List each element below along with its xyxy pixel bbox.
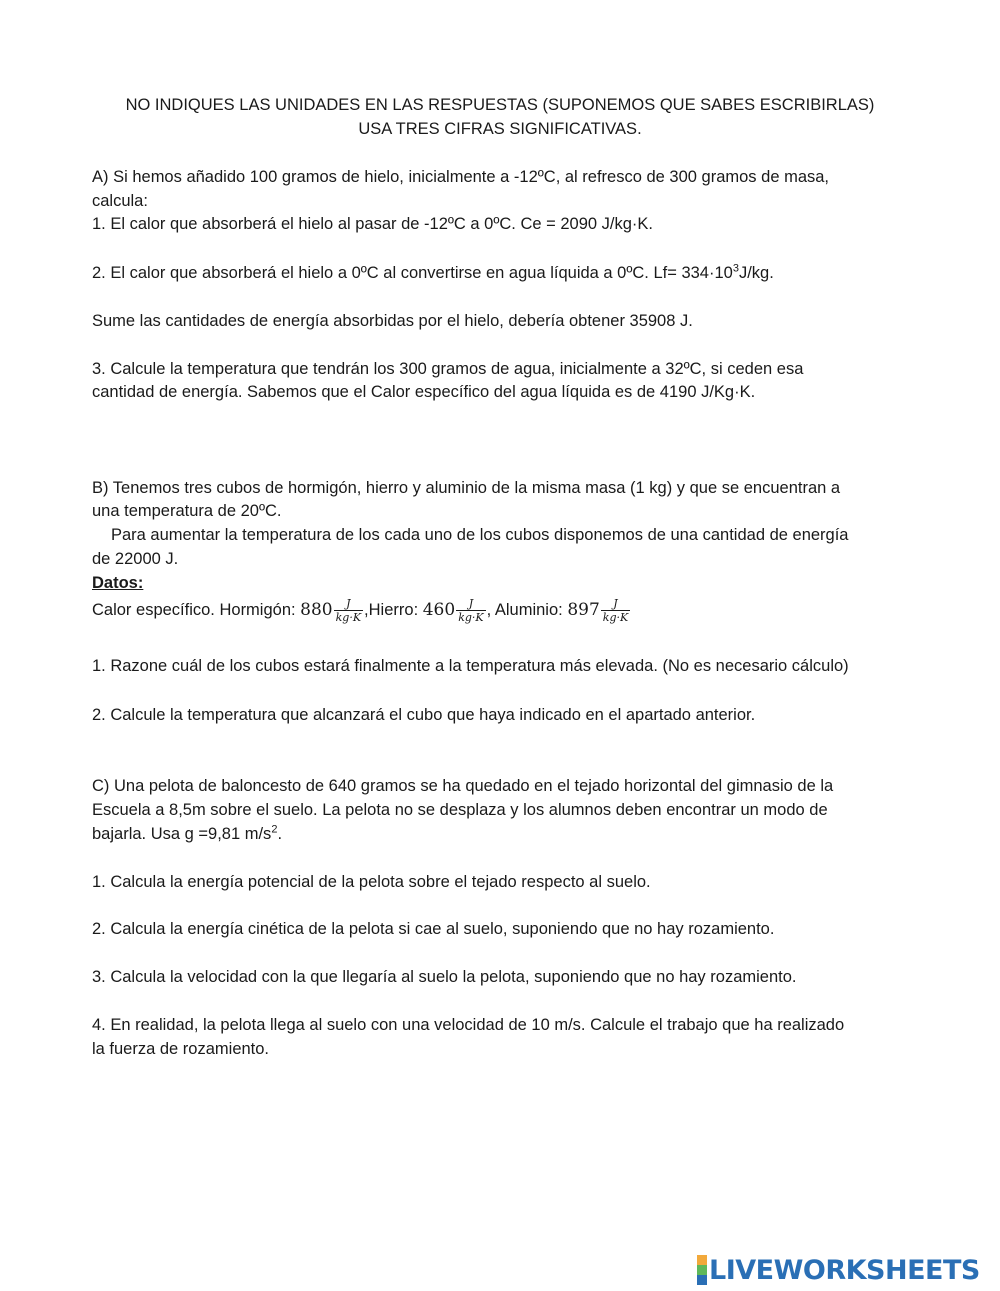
section-c-intro-1: C) Una pelota de baloncesto de 640 gramos se ha quedado en el tejado horizontal del gimnasio de la bbox=[92, 777, 834, 795]
section-c-intro-2: Escuela a 8,5m sobre el suelo. La pelota no se desplaza y los alumnos deben encontrar un modo de bbox=[92, 801, 828, 819]
section-c-question-4-line-1: 4. En realidad, la pelota llega al suelo con una velocidad de 10 m/s. Calcule el trabajo que ha realizado bbox=[92, 1016, 845, 1034]
aluminio-label: Aluminio: bbox=[494, 601, 568, 619]
hierro-label: Hierro: bbox=[368, 601, 423, 619]
section-c-question-1: 1. Calcula la energía potencial de la pelota sobre el tejado respecto al suelo. bbox=[92, 873, 651, 891]
unit-fraction: $\frac{J}{kg\cdot K}$ bbox=[602, 597, 629, 625]
section-c-intro-3: bajarla. Usa g =9,81 $m/s^2$. bbox=[92, 823, 283, 843]
hierro-value: 460 bbox=[422, 600, 456, 620]
hormigon-value: 880 bbox=[300, 600, 333, 620]
calor-label: Calor específico. Hormigón: bbox=[92, 601, 301, 619]
unit-fraction: $\frac{J}{kg\cdot K}$ bbox=[335, 597, 362, 625]
section-c-question-4-line-2: la fuerza de rozamiento. bbox=[92, 1040, 270, 1058]
specific-heat-data: Calor específico. Hormigón: 880 $\frac{J}{kg\cdot K}$ ,Hierro: 460 $\frac{J}{kg\cdot K}$ , Aluminio: 897 $\frac{J}{kg\cdot K}$ bbox=[92, 597, 629, 625]
section-b-intro-1: B) Tenemos tres cubos de hormigón, hierro y aluminio de la misma masa (1 kg) y que se encuentran a bbox=[92, 479, 841, 497]
section-b-question-1: 1. Razone cuál de los cubos estará finalmente a la temperatura más elevada. (No es necesario cálculo) bbox=[92, 657, 849, 675]
liveworksheets-logo bbox=[697, 1255, 980, 1285]
logo-text: LIVEWORKSHEETS bbox=[709, 1254, 980, 1286]
section-c-question-3: 3. Calcula la velocidad con la que llegaría al suelo la pelota, suponiendo que no hay rozamiento. bbox=[92, 968, 797, 986]
header-instruction-units: NO INDIQUES LAS UNIDADES EN LAS RESPUESTAS (SUPONEMOS QUE SABES ESCRIBIRLAS) bbox=[125, 96, 875, 114]
section-a-question-2 bbox=[92, 262, 774, 284]
section-a-note: Sume las cantidades de energía absorbidas por el hielo, debería obtener 35908 J. bbox=[92, 312, 693, 330]
section-a-question-1: 1. El calor que absorberá el hielo al pasar de -12ºC a 0ºC. Ce = 2090 J/kg·K. bbox=[92, 215, 653, 233]
datos-heading: Datos: bbox=[92, 574, 144, 592]
section-c-question-2: 2. Calcula la energía cinética de la pelota si cae al suelo, suponiendo que no hay rozamiento. bbox=[92, 920, 775, 938]
q2-exponent: 3 bbox=[732, 262, 739, 275]
section-b-intro-2: una temperatura de 20ºC. bbox=[92, 502, 282, 520]
section-b-intro-3: Para aumentar la temperatura de los cada uno de los cubos disponemos de una cantidad de energía bbox=[111, 526, 849, 544]
aluminio-value: 897 bbox=[567, 600, 600, 620]
g-exponent: 2 bbox=[271, 823, 278, 836]
q2-unit: J/kg. bbox=[738, 264, 774, 282]
q2-text: 2. El calor que absorberá el hielo a 0ºC al convertirse en agua líquida a 0ºC. Lf= 334·10 bbox=[92, 264, 733, 282]
logo-blocks-icon bbox=[697, 1255, 707, 1285]
header-instruction-figures: USA TRES CIFRAS SIGNIFICATIVAS. bbox=[358, 120, 642, 138]
section-a-intro-1: A) Si hemos añadido 100 gramos de hielo, inicialmente a -12ºC, al refresco de 300 gramos de masa, bbox=[92, 168, 830, 186]
section-a-question-3-line-2: cantidad de energía. Sabemos que el Calor específico del agua líquida es de 4190 J/Kg·K. bbox=[92, 383, 756, 401]
section-b-question-2: 2. Calcule la temperatura que alcanzará el cubo que haya indicado en el apartado anterior. bbox=[92, 706, 756, 724]
section-a-intro-2: calcula: bbox=[92, 192, 148, 210]
unit-fraction: $\frac{J}{kg\cdot K}$ bbox=[458, 597, 484, 625]
section-b-intro-4: de 22000 J. bbox=[92, 550, 179, 568]
section-a-question-3-line-1: 3. Calcule la temperatura que tendrán los 300 gramos de agua, inicialmente a 32ºC, si ceden esa bbox=[92, 360, 804, 378]
